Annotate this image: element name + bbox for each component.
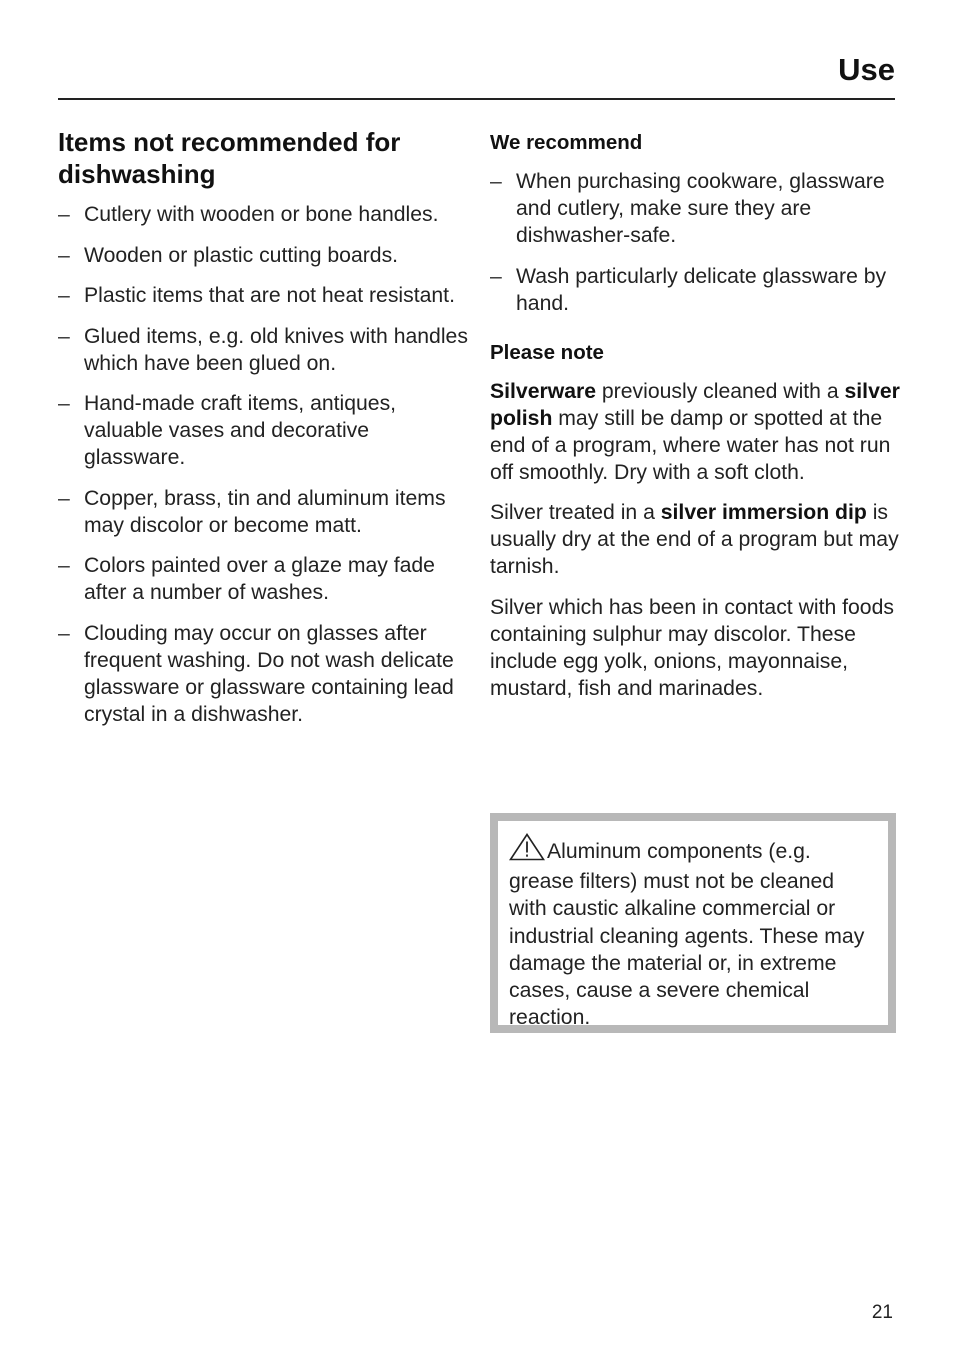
header-divider	[58, 98, 895, 100]
right-column	[490, 126, 900, 715]
dash-marker: –	[490, 170, 502, 193]
list-item	[58, 323, 468, 377]
list-item-text: Colors painted over a glaze may fade after a number of washes.	[84, 554, 435, 604]
dash-marker: –	[58, 486, 70, 510]
list-item	[58, 620, 468, 728]
list-item	[58, 552, 468, 606]
paragraph-immersion-dip	[490, 499, 900, 580]
list-item	[58, 282, 468, 309]
subheading-please-note: Please note	[490, 340, 604, 364]
list-item-text: When purchasing cookware, glassware and cutlery, make sure they are dishwasher-safe.	[516, 170, 885, 247]
paragraph-silverware	[490, 378, 900, 486]
dash-marker: –	[58, 243, 70, 267]
paragraph-text: is usually dry at the end of a program but may tarnish.	[490, 501, 899, 578]
page-title: Use	[838, 52, 895, 87]
bold-term: silver polish	[490, 379, 900, 430]
warning-text: Aluminum components (e.g. grease filters) must not be cleaned with caustic alkaline commercial or industrial cleaning agents. These may damage the material or, in extreme cases, cause a severe chemical reaction.	[509, 840, 865, 1030]
dash-marker: –	[58, 324, 70, 348]
list-item-text: Glued items, e.g. old knives with handles which have been glued on.	[84, 324, 468, 375]
list-item-text: Wooden or plastic cutting boards.	[84, 243, 399, 267]
dash-marker: –	[58, 284, 70, 307]
subheading-we-recommend: We recommend	[490, 131, 643, 154]
list-item	[58, 242, 468, 269]
warning-box	[490, 813, 896, 1033]
paragraph-text: may still be damp or spotted at the end of a program, where water has not run off smoothly. Dry with a soft cloth.	[490, 406, 891, 484]
list-item	[490, 168, 900, 249]
bold-term: Silverware	[490, 379, 597, 403]
dash-marker: –	[58, 554, 70, 577]
recommend-list	[490, 168, 900, 317]
dash-marker: –	[58, 392, 70, 415]
list-item-text: Clouding may occur on glasses after frequent washing. Do not wash delicate glassware or glassware containing lead crystal in a dishwasher.	[84, 621, 454, 726]
paragraph-text: previously cleaned with a	[596, 379, 845, 403]
dash-marker: –	[58, 621, 70, 645]
page-number: 21	[871, 1302, 893, 1323]
list-item-text: Wash particularly delicate glassware by hand.	[516, 264, 887, 315]
left-column	[58, 126, 468, 741]
bold-term: silver immersion dip	[660, 501, 867, 524]
list-item-text: Hand-made craft items, antiques, valuable vases and decorative glassware.	[84, 392, 397, 469]
dash-marker: –	[490, 264, 502, 288]
list-item	[490, 263, 900, 317]
paragraph-sulphur: Silver which has been in contact with foods containing sulphur may discolor. These include egg yolk, onions, mayonnaise, mustard, fish and marinades.	[490, 595, 894, 700]
list-item-text: Cutlery with wooden or bone handles.	[84, 203, 439, 226]
not-recommended-list	[58, 201, 468, 728]
dash-marker: –	[58, 203, 70, 226]
warning-triangle-icon	[509, 833, 545, 868]
section-heading-not-recommended: Items not recommended for dishwashing	[58, 127, 401, 189]
list-item	[58, 201, 468, 228]
list-item-text: Copper, brass, tin and aluminum items may discolor or become matt.	[84, 486, 446, 537]
paragraph-text: Silver treated in a	[490, 501, 661, 524]
list-item-text: Plastic items that are not heat resistant.	[84, 284, 455, 307]
list-item	[58, 390, 468, 471]
warning-paragraph	[509, 833, 874, 1031]
list-item	[58, 485, 468, 539]
